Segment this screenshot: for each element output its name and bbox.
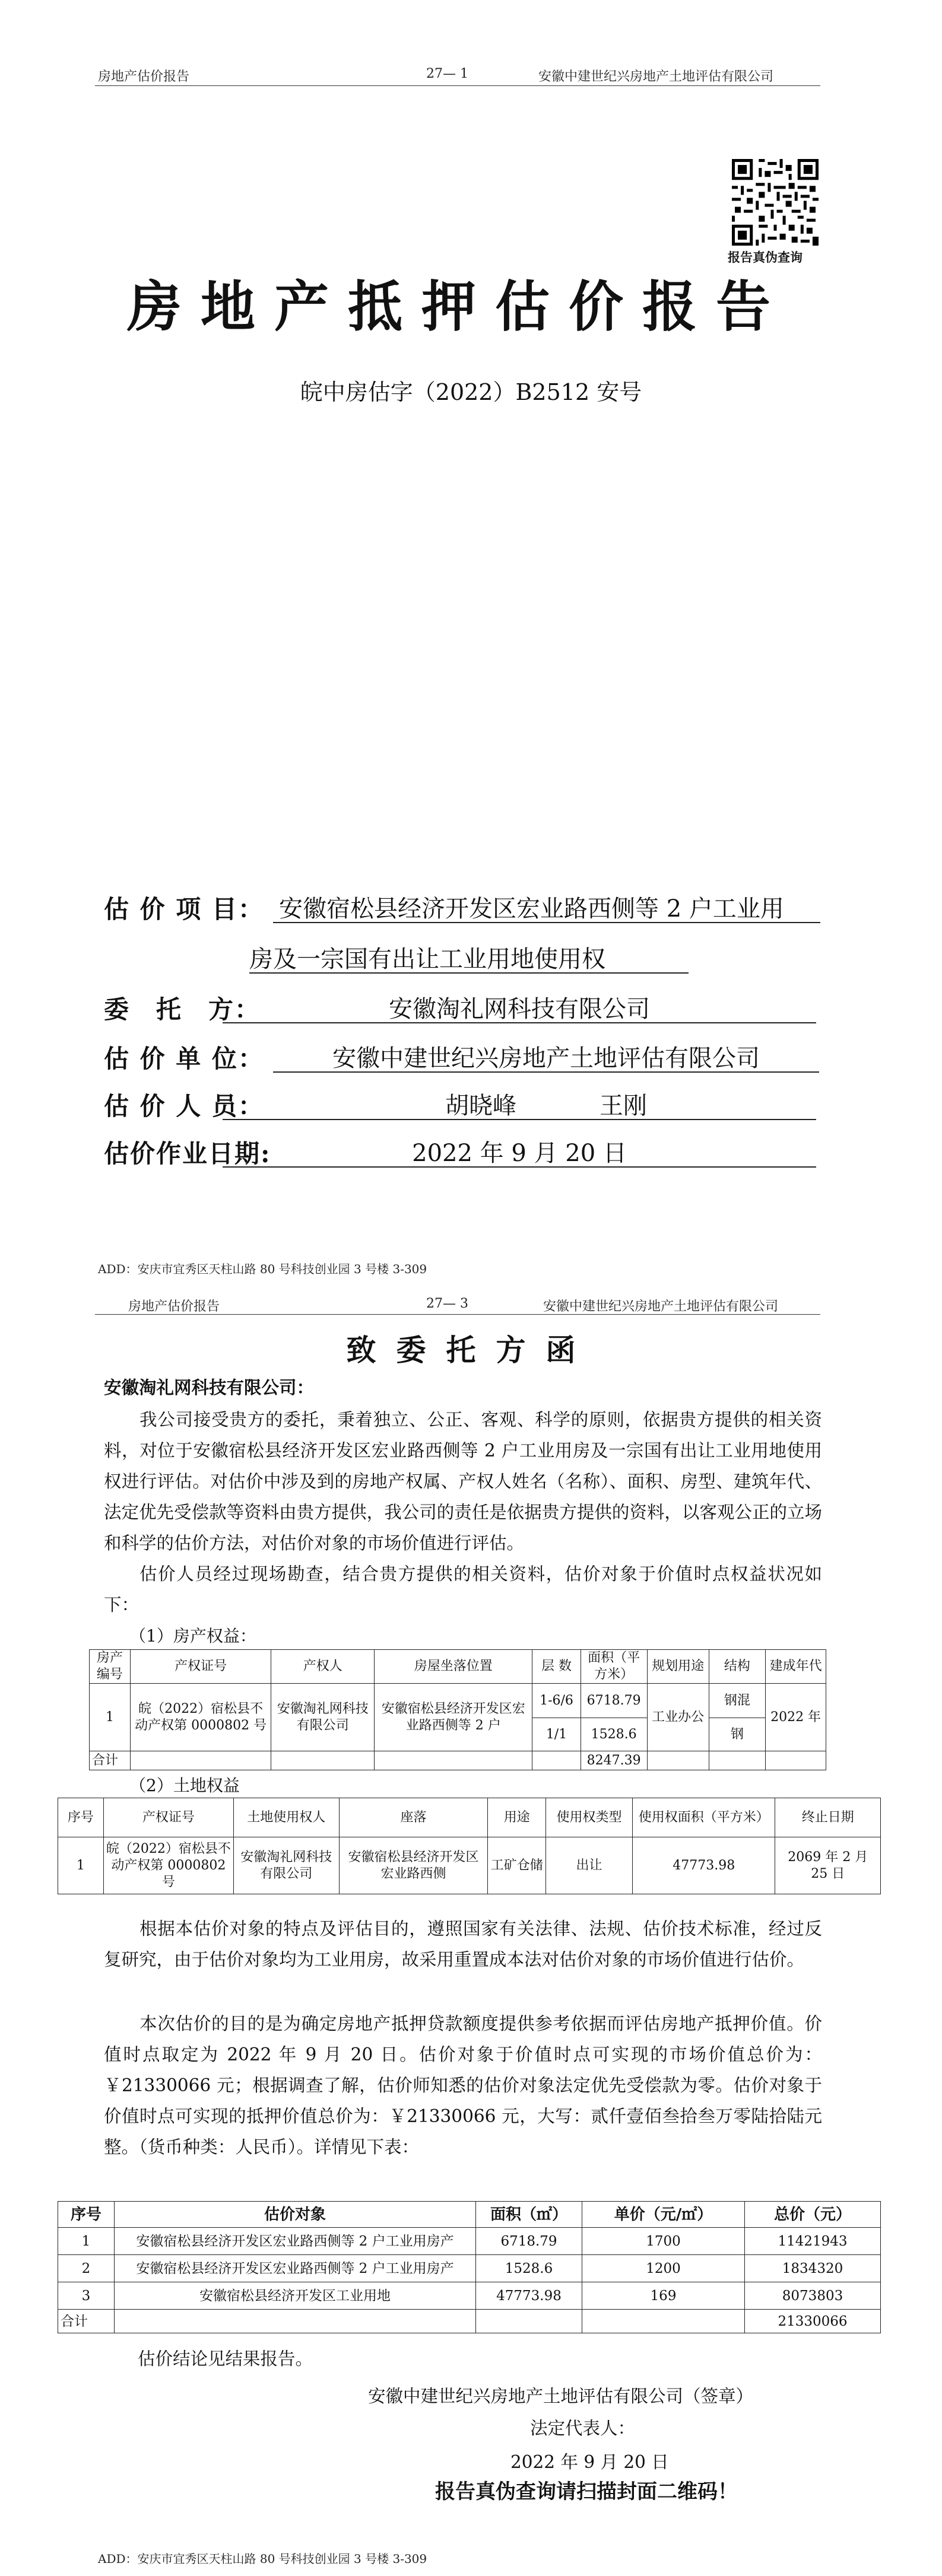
table-cell: 钢混 <box>709 1684 766 1718</box>
table-cell: 11421943 <box>745 2228 881 2255</box>
table-cell: 8247.39 <box>581 1751 647 1770</box>
project-underline-1 <box>273 922 820 923</box>
date-label: 估价作业日期: <box>104 1139 271 1168</box>
table-cell: 1528.6 <box>476 2255 582 2282</box>
table-cell: 2 <box>58 2255 115 2282</box>
table-cell: 3 <box>58 2282 115 2310</box>
date-underline <box>223 1166 816 1168</box>
table-cell: 6718.79 <box>581 1684 647 1718</box>
qr-caption: 报告真伪查询 <box>728 250 803 265</box>
col-header: 估价对象 <box>115 2202 476 2228</box>
table-cell: 工业办公 <box>647 1684 709 1751</box>
col-header: 使用权面积（平方米） <box>633 1798 775 1837</box>
appraiser-label: 估 价 人 员： <box>104 1092 264 1121</box>
col-header: 序号 <box>58 1798 104 1837</box>
table-cell: 1 <box>90 1684 131 1751</box>
table-row <box>58 2228 881 2255</box>
col-header: 结构 <box>709 1650 766 1684</box>
letter-title: 致委托方函 <box>346 1332 596 1367</box>
header-right: 安徽中建世纪兴房地产土地评估有限公司 <box>538 69 774 84</box>
header-page-number: 27— 1 <box>426 66 468 81</box>
report-title: 房地产抵押估价报告 <box>127 275 790 339</box>
legal-representative: 法定代表人： <box>530 2418 636 2438</box>
col-header: 土地使用权人 <box>234 1798 339 1837</box>
header-page-number-page2: 27— 3 <box>426 1296 468 1311</box>
col-header: 产权人 <box>271 1650 375 1684</box>
table-cell: 皖（2022）宿松县不动产权第 0000802 号 <box>103 1837 233 1894</box>
section-land-rights: （2）土地权益 <box>129 1776 240 1795</box>
col-header: 面积（㎡） <box>476 2202 582 2228</box>
col-header: 面积（平方米） <box>581 1650 647 1684</box>
paragraph-2: 估价人员经过现场勘查，结合贵方提供的相关资料，估价对象于价值时点权益状况如下： <box>104 1564 822 1615</box>
client-value: 安徽淘礼网科技有限公司 <box>389 996 650 1023</box>
col-header: 序号 <box>58 2202 115 2228</box>
col-header: 规划用途 <box>647 1650 709 1684</box>
signature-date: 2022 年 9 月 20 日 <box>510 2452 669 2472</box>
project-value-line1: 安徽宿松县经济开发区宏业路西侧等 2 户工业用 <box>279 895 784 923</box>
land-rights-table <box>58 1798 881 1894</box>
col-header: 房产编号 <box>90 1650 131 1684</box>
table-cell: 1528.6 <box>581 1718 647 1751</box>
table-cell: 1-6/6 <box>532 1684 581 1718</box>
col-header: 产权证号 <box>130 1650 271 1684</box>
col-header: 单价（元/㎡） <box>582 2202 745 2228</box>
col-header: 建成年代 <box>766 1650 826 1684</box>
col-header: 层 数 <box>532 1650 581 1684</box>
appraiser-underline <box>223 1119 816 1120</box>
table-cell: 安徽淘礼网科技有限公司 <box>271 1684 375 1751</box>
table-cell: 合计 <box>58 2310 115 2333</box>
table-row <box>58 2310 881 2333</box>
table-cell: 合计 <box>90 1751 131 1770</box>
table-cell: 47773.98 <box>476 2282 582 2310</box>
col-header: 用途 <box>488 1798 546 1837</box>
addressee: 安徽淘礼网科技有限公司： <box>104 1377 315 1398</box>
header-left: 房地产估价报告 <box>98 69 190 84</box>
table-cell: 工矿仓储 <box>488 1837 546 1894</box>
table-cell: 出让 <box>546 1837 633 1894</box>
unit-value: 安徽中建世纪兴房地产土地评估有限公司 <box>332 1045 760 1072</box>
header-left-page2: 房地产估价报告 <box>128 1299 220 1314</box>
table-cell: 21330066 <box>745 2310 881 2333</box>
footer-address-page2: ADD：安庆市宜秀区天柱山路 80 号科技创业园 3 号楼 3-309 <box>98 2552 427 2566</box>
table-cell: 安徽宿松县经济开发区宏业路西侧等 2 户工业用房产 <box>115 2228 476 2255</box>
paragraph-3: 根据本估价对象的特点及评估目的，遵照国家有关法律、法规、估价技术标准，经过反复研究，由于估价对象均为工业用房，故采用重置成本法对估价对象的市场价值进行估价。 <box>104 1919 822 1970</box>
table-cell: 2069 年 2 月 25 日 <box>775 1837 881 1894</box>
table-cell: 1200 <box>582 2255 745 2282</box>
col-header: 房屋坐落位置 <box>375 1650 532 1684</box>
client-underline <box>223 1022 816 1023</box>
project-value-line2: 房及一宗国有出让工业用地使用权 <box>249 946 605 973</box>
client-label: 委 托 方： <box>104 995 261 1024</box>
paragraph-1: 我公司接受贵方的委托，秉着独立、公正、客观、科学的原则，依据贵方提供的相关资料，对位于安徽宿松县经济开发区宏业路西侧等 2 户工业用房及一宗国有出让工业用地使用权进行评估。对估价中涉及到的房地产权属、产权人姓名（名称）、面积、房型、建筑年代、法定优先受偿款等资料由贵方提供，我公司的责任是依据贵方提供的资料，以客观公正的立场和科学的估价方法，对估价对象的市场价值进行评估。 <box>104 1410 822 1553</box>
report-number: 皖中房估字（2022）B2512 安号 <box>300 379 642 405</box>
table-cell: 安徽宿松县经济开发区宏业路西侧等 2 户 <box>375 1684 532 1751</box>
project-underline-2 <box>249 972 689 974</box>
header-right-page2: 安徽中建世纪兴房地产土地评估有限公司 <box>543 1299 779 1314</box>
col-header: 使用权类型 <box>546 1798 633 1837</box>
table-cell: 钢 <box>709 1718 766 1751</box>
table-cell: 47773.98 <box>633 1837 775 1894</box>
company-signature: 安徽中建世纪兴房地产土地评估有限公司（签章） <box>368 2386 754 2406</box>
valuation-table <box>58 2201 881 2333</box>
footer-address-page1: ADD：安庆市宜秀区天柱山路 80 号科技创业园 3 号楼 3-309 <box>98 1262 427 1276</box>
section-house-rights: （1）房产权益： <box>129 1626 256 1646</box>
qr-verification-note: 报告真伪查询请扫描封面二维码！ <box>435 2480 738 2504</box>
table-cell: 安徽宿松县经济开发区工业用地 <box>115 2282 476 2310</box>
appraiser-name-2: 王刚 <box>600 1092 647 1120</box>
table-cell: 1/1 <box>532 1718 581 1751</box>
paragraph-5: 估价结论见结果报告。 <box>138 2349 313 2369</box>
house-rights-table <box>89 1649 826 1770</box>
table-row <box>58 2282 881 2310</box>
table-cell: 169 <box>582 2282 745 2310</box>
appraiser-name-1: 胡晓峰 <box>445 1092 516 1120</box>
table-cell: 1 <box>58 1837 104 1894</box>
col-header: 终止日期 <box>775 1798 881 1837</box>
table-cell: 2022 年 <box>766 1684 826 1751</box>
col-header: 总价（元） <box>745 2202 881 2228</box>
table-cell: 皖（2022）宿松县不动产权第 0000802 号 <box>130 1684 271 1751</box>
table-row <box>58 2255 881 2282</box>
header-rule <box>95 85 820 86</box>
table-cell: 1834320 <box>745 2255 881 2282</box>
unit-underline <box>273 1071 819 1073</box>
table-cell: 安徽淘礼网科技有限公司 <box>234 1837 339 1894</box>
paragraph-4: 本次估价的目的是为确定房地产抵押贷款额度提供参考依据而评估房地产抵押价值。价值时点取定为 2022 年 9 月 20 日。估价对象于价值时点可实现的市场价值总价为：￥21330066 元；根据调查了解，估价师知悉的估价对象法定优先受偿款为零。估价对象于价值时点可实现的抵押价值总价为：￥21330066 元，大写：贰仟壹佰叁拾叁万零陆拾陆元整。（货币种类：人民币）。详情见下表： <box>104 2014 822 2157</box>
qr-code-icon <box>732 159 819 246</box>
col-header: 座落 <box>339 1798 488 1837</box>
table-cell: 1700 <box>582 2228 745 2255</box>
table-cell: 安徽宿松县经济开发区宏业路西侧 <box>339 1837 488 1894</box>
project-label: 估 价 项 目： <box>104 895 264 924</box>
table-cell: 6718.79 <box>476 2228 582 2255</box>
header-rule-page2 <box>95 1314 820 1315</box>
col-header: 产权证号 <box>103 1798 233 1837</box>
table-cell: 1 <box>58 2228 115 2255</box>
unit-label: 估 价 单 位： <box>104 1044 264 1073</box>
table-cell: 8073803 <box>745 2282 881 2310</box>
date-value: 2022 年 9 月 20 日 <box>412 1140 627 1167</box>
table-cell: 安徽宿松县经济开发区宏业路西侧等 2 户工业用房产 <box>115 2255 476 2282</box>
